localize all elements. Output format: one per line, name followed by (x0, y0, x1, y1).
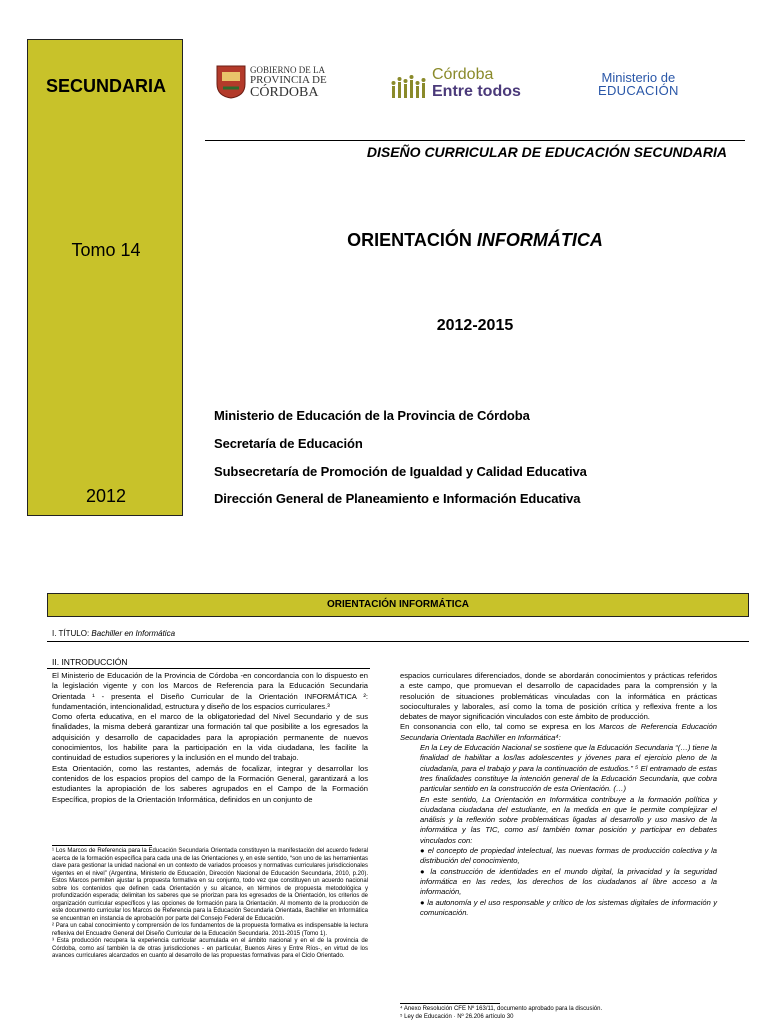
document-title: DISEÑO CURRICULAR DE EDUCACIÓN SECUNDARIA (366, 144, 727, 160)
titulo-line (52, 629, 175, 638)
right-column (400, 671, 717, 918)
right-footnote-rule (400, 1003, 500, 1004)
level-label: SECUNDARIA (45, 76, 166, 96)
gobierno-cordoba-logo (213, 62, 343, 105)
footnote: ² Para un cabal conocimiento y comprensión de los fundamentos de la propuesta formativa es indispensable la lectura reflexiva del Encuadre General del Diseño Curricular de la Educación Secundaria. 2011-2015 (Tomo 1). (52, 923, 368, 937)
right-lead-text: En consonancia con ello, tal como se expresa en los (400, 722, 600, 732)
cordoba-word: Córdoba (432, 66, 494, 83)
right-paragraph: espacios curriculares diferenciados, donde se abordarán conocimientos y prácticas referidos a este campo, que promuevan el desarrollo de capacidades para la comprensión y la resolución de situaciones problemáticas vinculadas con la informática en prácticas socioculturales y laborales, así como la toma de posición crítica y reflexiva frente a los debates de mayor significación vinculados con este ámbito de producción. (400, 671, 717, 722)
right-lead-citation: Marcos de Referencia Educación Secundaria Orientada Bachiller en Informática⁴: (400, 722, 718, 742)
institution-secretaria: Secretaría de Educación (214, 436, 363, 451)
period-label: 2012-2015 (436, 317, 514, 334)
year-label: 2012 (85, 486, 127, 506)
footnote: ¹ Los Marcos de Referencia para la Educación Secundaria Orientada constituyen la manifestación del acuerdo federal acerca de la formación específica para cada una de las Orientaciones y, en este sentido, “son uno de las herramientas clave para gestionar la unidad nacional en un contexto de variados procesos y normativas curriculares jurisdiccionales vigentes en el nivel” (Argentina, Ministerio de Educación, Dirección Nacional de Educación Secundaria, 2010, p.20). Estos Marcos permiten ajustar la propuesta formativa en su conjunto, todo vez que constituyen un acuerdo nacional sobre los contenidos que definen cada Orientación y su alcance, en términos de propuesta metodológica y profundización esperada; delimitan los saberes que se priorizan para los egresados de la Orientación, los criterios de organización curricular específicos y las opciones de formación para la Orientación. Al momento de la producción de este documento curricular los Marcos de Referencia para la Educación Secundaria Orientada, Bachiller en Informática se encuentran en instancia de aprobación por parte del Consejo Federal de Educación. (52, 848, 368, 922)
bullet-text: la autonomía y el uso responsable y crítico de los sistemas digitales de información y comunicación. (420, 897, 717, 917)
institution-ministerio: Ministerio de Educación de la Provincia de Córdoba (214, 408, 530, 423)
footnote-rule (52, 845, 152, 846)
orientation-title (205, 230, 745, 251)
quote-paragraph: En este sentido, La Orientación en Informática contribuye a la formación política y ciudadana ciudadana del estudiante, en la medida en que le permite complejizar el análisis y la reflexión sobre problemáticas ligadas al desarrollo y uso masivo de la informática y las TIC, como así también tomar posición y participar en debates vinculados con: (420, 794, 717, 845)
bullet-item: ● la autonomía y el uso responsable y crítico de los sistemas digitales de información y comunicación. (420, 897, 717, 917)
entre-todos-word: Entre todos (432, 83, 521, 100)
ministerio-educacion-logo (598, 71, 679, 97)
left-footnotes (52, 848, 368, 961)
orientation-name: INFORMÁTICA (476, 230, 603, 250)
intro-paragraph: Como oferta educativa, en el marco de la obligatoriedad del Nivel Secundario y de sus finalidades, la misma deberá garantizar una formación tal que posibilite a los egresados la adquisición y desarrollo de capacidades para la apropiación permanente de nuevos conocimientos, los habilite para la participación en la vida ciudadana, les facilite la continuidad de estudios superiores y la inclusión en el mundo del trabajo. (52, 712, 368, 763)
cover-sidebar (27, 39, 183, 516)
left-column (52, 671, 368, 805)
bullet-text: la construcción de identidades en el mundo digital, la privacidad y la seguridad informática en las redes, los derechos de los ciudadanos al libre acceso a la información, (420, 866, 717, 897)
section-band: ORIENTACIÓN INFORMÁTICA (47, 593, 749, 617)
bullet-item: ● la construcción de identidades en el mundo digital, la privacidad y la seguridad informática en las redes, los derechos de los ciudadanos al libre acceso a la información, (420, 866, 717, 897)
titulo-rule (47, 641, 749, 642)
right-footnotes (400, 1006, 717, 1021)
gobierno-line-2: PROVINCIA DE (250, 74, 327, 86)
gobierno-line-3: CÓRDOBA (250, 85, 319, 100)
gobierno-line-1: GOBIERNO DE LA (250, 65, 325, 75)
institution-subsecretaria: Subsecretaría de Promoción de Igualdad y Calidad Educativa (214, 464, 587, 479)
intro-paragraph: El Ministerio de Educación de la Provincia de Córdoba -en concordancia con lo dispuesto en la legislación vigente y con los Marcos de Referencia para la Educación Secundaria Orientada ¹ - presenta el Diseño Curricular de la Orientación INFORMÁTICA ²: fundamentación, intencionalidad, estructura y diseño de los espacios curriculares.³ (52, 671, 368, 711)
titulo-value: Bachiller en Informática (91, 629, 176, 638)
orientation-prefix: ORIENTACIÓN (347, 230, 477, 250)
bullet-text: el concepto de propiedad intelectual, las nuevas formas de producción colectiva y la distribución del conocimiento, (420, 846, 717, 866)
institution-direccion: Dirección General de Planeamiento e Información Educativa (214, 491, 581, 506)
intro-rule (47, 668, 370, 669)
ministerio-line-2: EDUCACIÓN (598, 83, 679, 98)
intro-heading: II. INTRODUCCIÓN (52, 657, 128, 667)
right-lead (400, 722, 717, 743)
footnote: ⁵ Ley de Educación · Nº 26.206 artículo 30 (400, 1013, 514, 1020)
bullet-item: ● el concepto de propiedad intelectual, las nuevas formas de producción colectiva y la distribución del conocimiento, (420, 846, 717, 866)
footnote: ⁴ Anexo Resolución CFE Nº 163/11, documento aprobado para la discusión. (400, 1006, 603, 1012)
volume-label: Tomo 14 (71, 240, 141, 260)
intro-paragraph: Esta Orientación, como las restantes, además de focalizar, integrar y desarrollar los contenidos de los espacios propios del campo de la Formación General, garantizará a los estudiantes la apropiación de los saberes agrupados en el Campo de la Formación Específica, propios de la Orientación Informática, definidos en un conjunto de (52, 763, 368, 804)
quote-paragraph: En la Ley de Educación Nacional se sostiene que la Educación Secundaria “(…) tiene la finalidad de habilitar a los/las adolescentes y jóvenes para el ejercicio pleno de la ciudadanía, para el trabajo y para la continuación de estudios.” ⁵ El entramado de estas tres finalidades constituye la intención general de la Educación Secundaria, que cobra particular sentido en la construcción de esta Orientación. (…) (420, 743, 717, 794)
footnote: ³ Esta producción recupera la experiencia curricular acumulada en el ámbito nacional y en el de la provincia de Córdoba, como así también la de otras jurisdicciones - en particular, Buenos Aires y Entre Ríos-, en virtud de los avances curriculares alcanzados en cuanto al desarrollo de las propuestas formativas para el Ciclo Orientado. (52, 938, 368, 959)
ministerio-line-1: Ministerio de (601, 70, 676, 85)
header-rule (205, 140, 745, 141)
people-bars-icon (390, 66, 428, 100)
titulo-label: I. TÍTULO: (52, 629, 92, 638)
